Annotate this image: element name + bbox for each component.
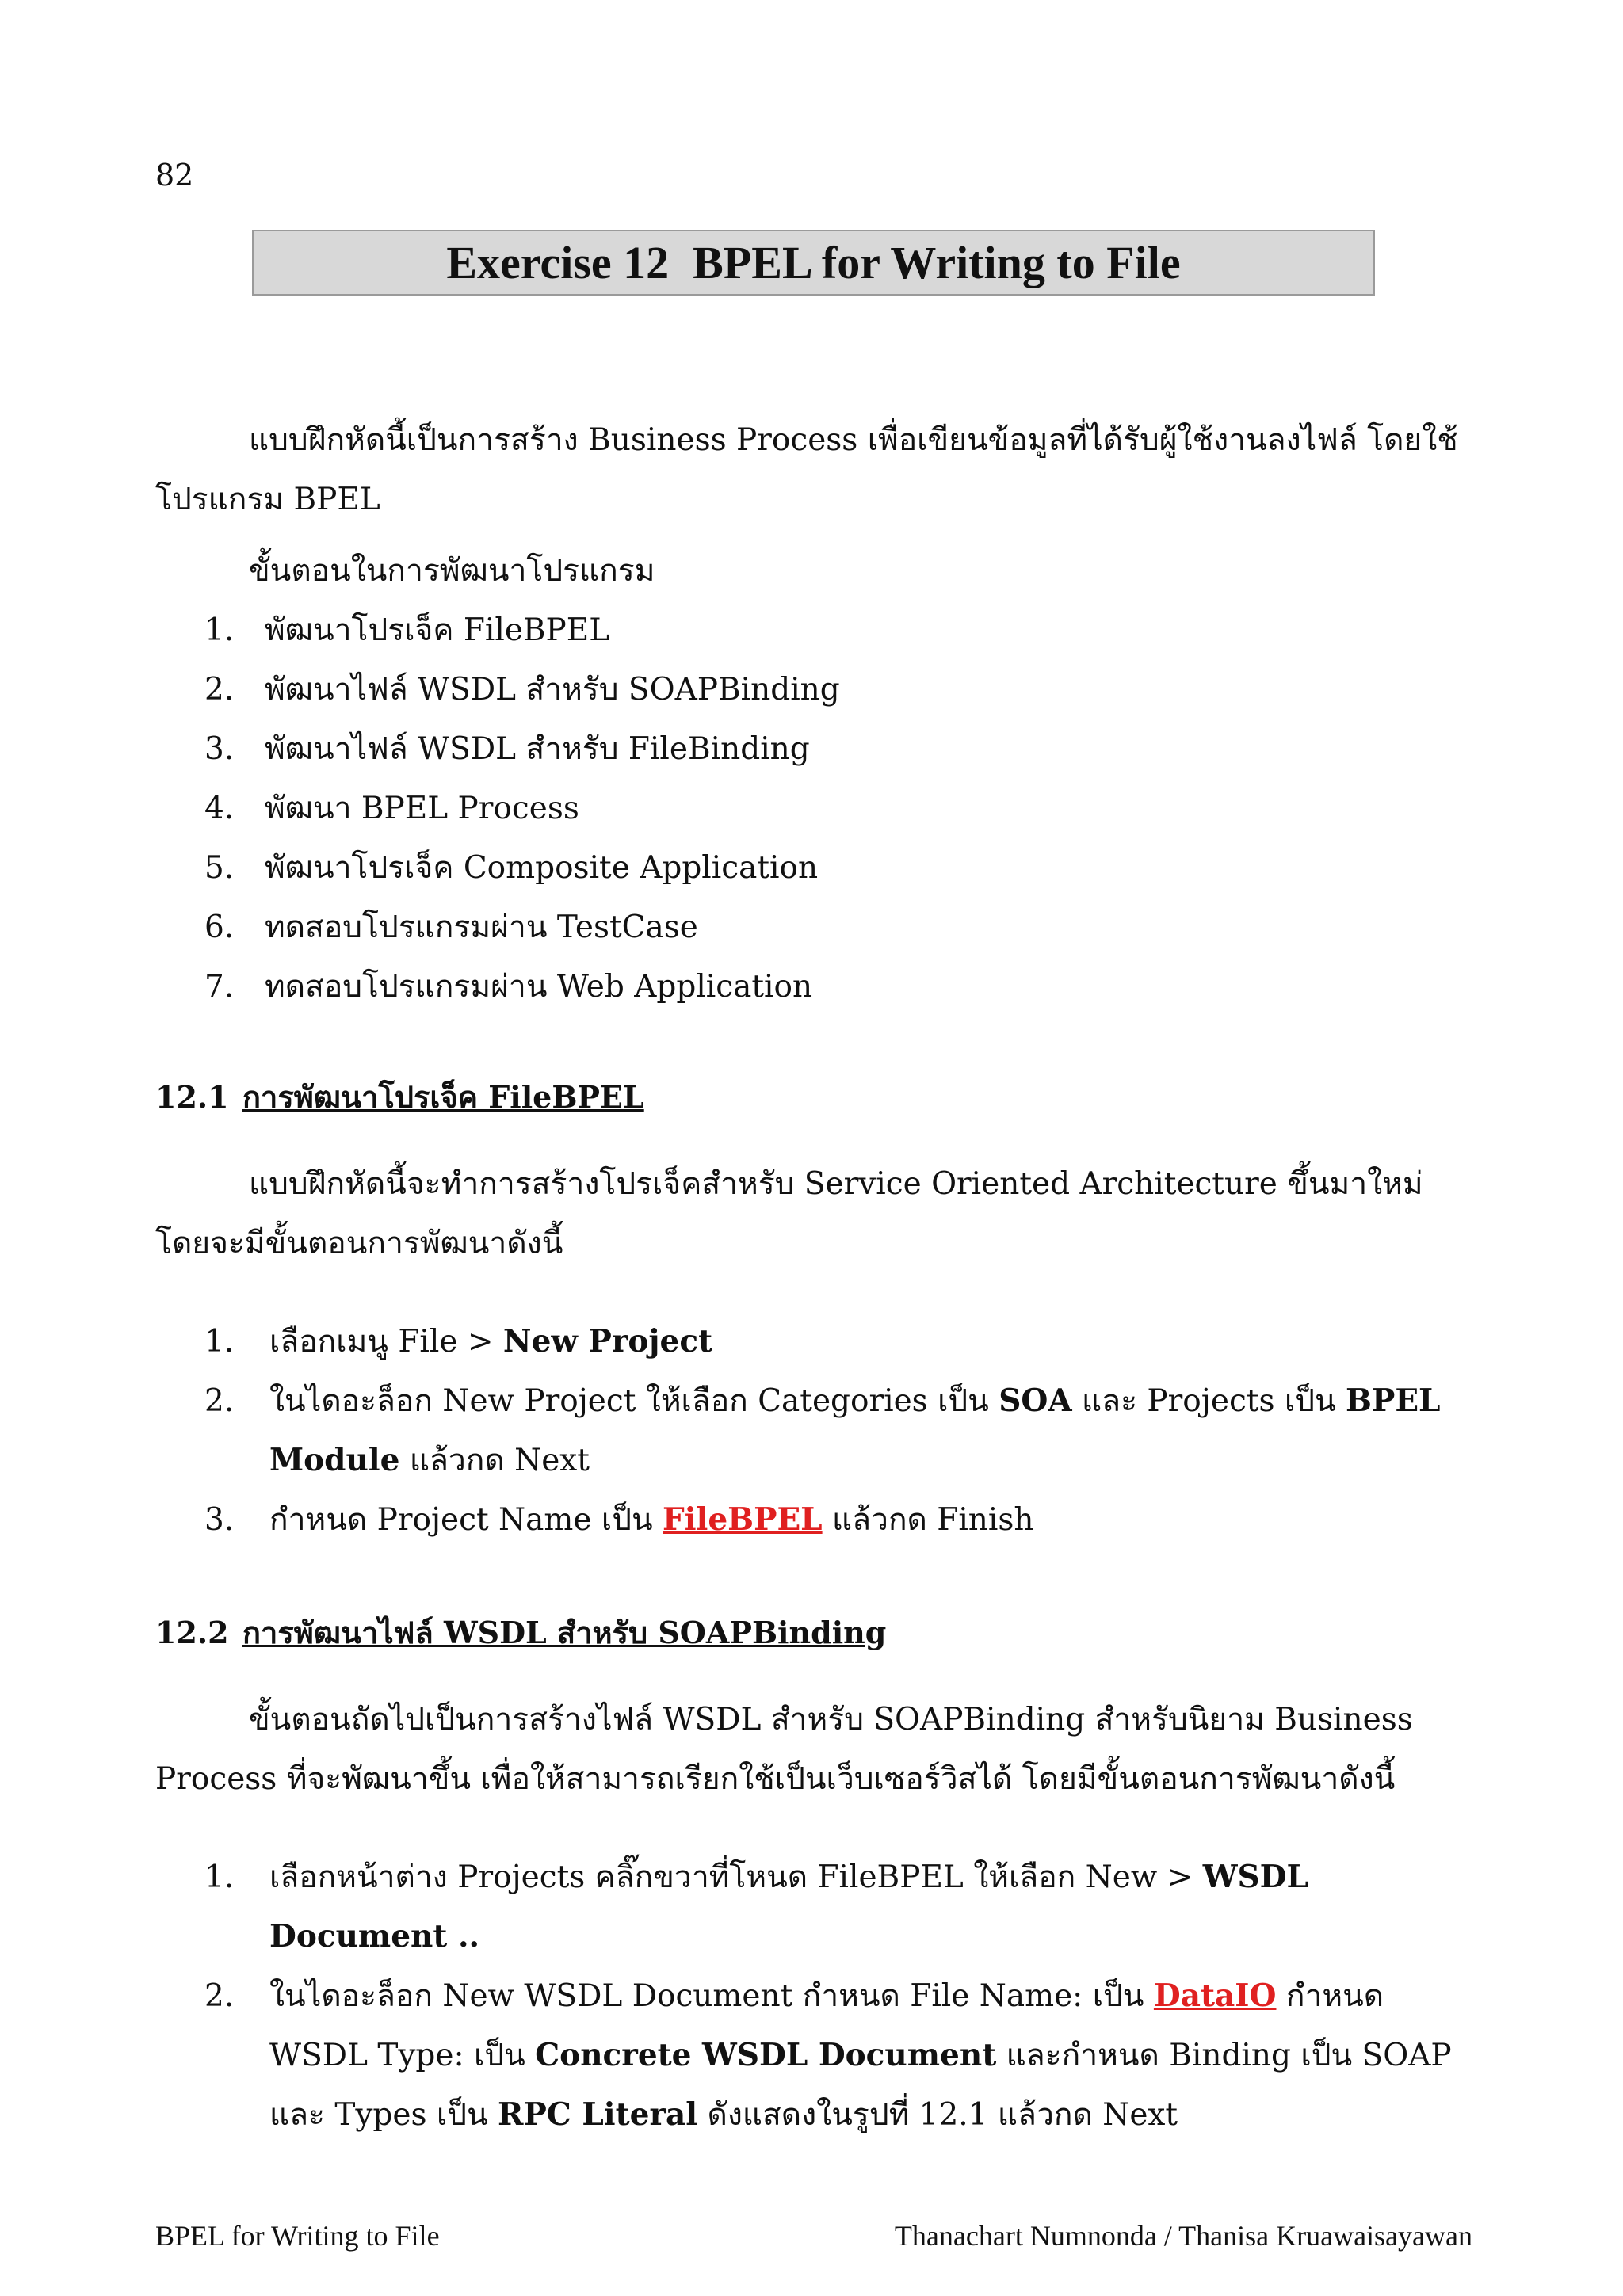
list-item: 1. เลือกเมนู File > New Project	[204, 1323, 713, 1360]
section-12-2-steps	[204, 1848, 1488, 2145]
list-item: 7. ทดสอบโปรแกรมผ่าน Web Application	[204, 969, 813, 1005]
section-12-2-heading: 12.2 การพัฒนาไฟล์ WSDL สำหรับ SOAPBinding	[155, 1615, 887, 1650]
list-item: 4. พัฒนา BPEL Process	[204, 791, 579, 826]
exercise-topic: BPEL for Writing to File	[693, 237, 1181, 288]
page-number: 82	[155, 158, 194, 193]
list-item: 3. พัฒนาไฟล์ WSDL สำหรับ FileBinding	[204, 731, 810, 767]
development-steps-list	[204, 601, 1488, 1016]
steps-heading: ขั้นตอนในการพัฒนาโปรแกรม	[249, 553, 655, 589]
exercise-title-box	[252, 230, 1375, 296]
list-item: 3. กำหนด Project Name เป็น FileBPEL แล้วกด Finish	[204, 1501, 1034, 1538]
exercise-number: Exercise 12	[446, 237, 670, 288]
section-12-1-intro: แบบฝึกหัดนี้จะทำการสร้างโปรเจ็คสำหรับ Service Oriented Architecture ขึ้นมาใหม่ โดยจะมีขั้นตอนการพัฒนาดังนี้	[155, 1166, 1423, 1261]
list-item: 2. พัฒนาไฟล์ WSDL สำหรับ SOAPBinding	[204, 672, 840, 707]
footer-title: BPEL for Writing to File	[155, 2220, 440, 2252]
section-12-1-heading: 12.1 การพัฒนาโปรเจ็ค FileBPEL	[155, 1079, 644, 1115]
list-item: 1. เลือกหน้าต่าง Projects คลิ๊กขวาที่โหนด FileBPEL ให้เลือก New > WSDL Document ..	[204, 1859, 1308, 1955]
file-name-value: DataIO	[1153, 1978, 1277, 2014]
intro-paragraph: แบบฝึกหัดนี้เป็นการสร้าง Business Process เพื่อเขียนข้อมูลที่ได้รับผู้ใช้งานลงไฟล์ โดยใช้โปรแกรม BPEL	[155, 422, 1458, 517]
section-12-2-intro: ขั้นตอนถัดไปเป็นการสร้างไฟล์ WSDL สำหรับ SOAPBinding สำหรับนิยาม Business Process ที่จะพัฒนาขึ้น เพื่อให้สามารถเรียกใช้เป็นเว็บเซอร์วิสได้ โดยมีขั้นตอนการพัฒนาดังนี้	[155, 1702, 1413, 1797]
list-item: 5. พัฒนาโปรเจ็ค Composite Application	[204, 850, 819, 886]
list-item: 2. ในไดอะล็อก New WSDL Document กำหนด File Name: เป็น DataIO กำหนด WSDL Type: เป็น Concrete WSDL Document และกำหนด Binding เป็น SOAP และ Types เป็น RPC Literal ดังแสดงในรูปที่ 12.1 แล้วกด Next	[204, 1978, 1452, 2133]
list-item: 1. พัฒนาโปรเจ็ค FileBPEL	[204, 612, 610, 648]
section-12-1-steps	[204, 1312, 1488, 1550]
footer-authors: Thanachart Numnonda / Thanisa Kruawaisayawan	[894, 2220, 1472, 2252]
project-name-value: FileBPEL	[663, 1501, 823, 1538]
list-item: 6. ทดสอบโปรแกรมผ่าน TestCase	[204, 910, 698, 945]
list-item: 2. ในไดอะล็อก New Project ให้เลือก Categories เป็น SOA และ Projects เป็น BPEL Module แล้วกด Next	[204, 1383, 1441, 1478]
